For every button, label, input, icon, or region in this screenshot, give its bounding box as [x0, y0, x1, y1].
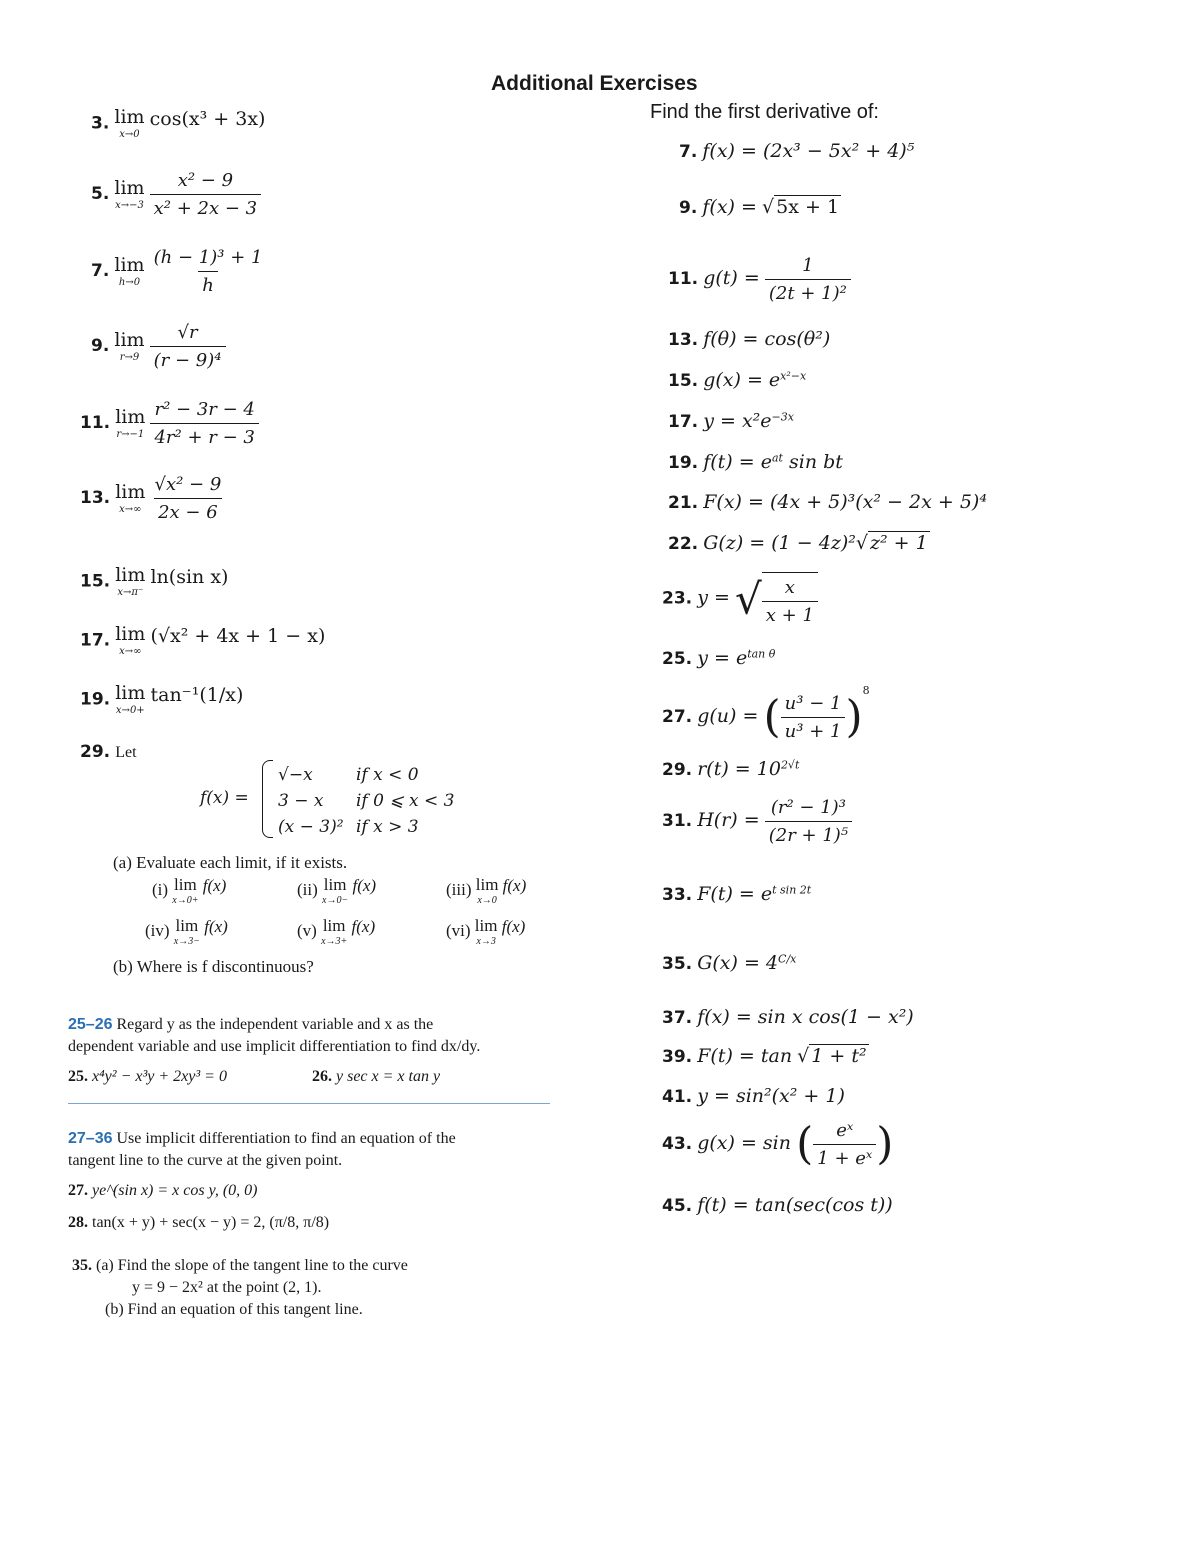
derivative-13: 13. f(θ) = cos(θ²) [668, 328, 831, 350]
derivative-19: 19. $f(t) = e^{at}$ sin bt [668, 451, 843, 473]
problem-26-implicit: 26. y sec x = x tan y [312, 1068, 441, 1085]
problem-number: 15. [80, 571, 111, 592]
limit-operator: lim x→π⁻ [115, 564, 146, 598]
problem-number: 7. [91, 261, 110, 281]
limit-fraction: $\frac{√r}{\text{(r − 9)⁴}}$ [150, 322, 226, 371]
limit-fraction: $\frac{\text{x² − 9}}{\text{x² + 2x − 3}}$ [150, 170, 261, 219]
limit-part-vi: (vi) lim x→3 f(x) [446, 916, 526, 947]
problem-number: 5. [91, 184, 110, 204]
problem-28-tangent: 28. tan(x + y) + sec(x − y) = 2, (π/8, π/8) [68, 1214, 330, 1231]
piecewise-cases [278, 762, 344, 840]
derivative-9: 9. f(x) = √ 5x + 1 [679, 196, 840, 218]
page-subtitle: Find the first derivative of: [650, 101, 879, 123]
case-expr: (x − 3)² [278, 817, 344, 837]
piecewise-conditions [356, 762, 454, 840]
problem-number: 9. [91, 336, 110, 356]
problem-left-11 [80, 399, 259, 448]
problem-text: Let [115, 744, 137, 761]
limit-operator: lim x→0+ [115, 682, 146, 716]
section-27-36 [68, 1128, 456, 1172]
case-condition: if x > 3 [356, 817, 419, 837]
limit-part-iv: (iv) lim x→3− f(x) [145, 916, 228, 947]
limit-expression: ln(sin x) [150, 566, 229, 588]
limit-operator: lim r→9 [114, 328, 145, 363]
derivative-23: 23. y = √ $\frac{x}{x + 1}$ [662, 572, 818, 626]
problem-left-13 [80, 474, 225, 523]
derivative-31: 31. H(r) = $\frac{\text{(r² − 1)³}}{\text{(2r + 1)⁵}}$ [662, 797, 852, 846]
problem-left-7 [91, 247, 266, 296]
part-b-text: (b) Where is f discontinuous? [113, 957, 314, 976]
problem-number: 3. [91, 113, 110, 134]
piecewise-lhs: f(x) = [200, 788, 249, 808]
limit-operator: lim x→∞ [115, 480, 146, 515]
problem-left-19 [80, 684, 243, 716]
limit-operator: lim x→0 [114, 106, 145, 140]
derivative-41: 41. y = sin²(x² + 1) [662, 1085, 845, 1107]
derivative-7: 7. f(x) = (2x³ − 5x² + 4)⁵ [679, 140, 915, 162]
section-divider [68, 1103, 550, 1104]
derivative-15: 15. $g(x) = e^{x^2-x}$ [668, 369, 807, 391]
limit-part-v: (v) lim x→3+ f(x) [297, 916, 376, 947]
problem-number: 11. [80, 413, 111, 433]
section-25-26 [68, 1014, 480, 1058]
section-instructions: tangent line to the curve at the given point. [68, 1152, 343, 1169]
limit-fraction: $\frac{\text{√x² − 9}}{2x - 6}$ [154, 474, 222, 523]
section-heading: 25–26 [68, 1016, 113, 1033]
limit-expression: (√x² + 4x + 1 − x) [150, 625, 326, 647]
case-expr: √−x [278, 765, 313, 785]
derivative-45: 45. f(t) = tan(sec(cos t)) [662, 1194, 893, 1216]
case-condition: if 0 ⩽ x < 3 [356, 791, 455, 811]
limit-part-i: (i) lim x→0+ f(x) [152, 875, 227, 906]
problem-left-5 [91, 170, 261, 219]
problem-35-slope: 35. (a) Find the slope of the tangent line to the curve y = 9 − 2x² at the point (2, 1). (b) Find an equation of this tangent line. [72, 1257, 408, 1318]
section-instructions: Use implicit differentiation to find an equation of the [116, 1130, 456, 1147]
derivative-17: 17. $y = x^2e^{-3x}$ [668, 410, 794, 432]
page-title: Additional Exercises [491, 72, 698, 95]
problem-left-3 [91, 108, 265, 140]
part-a-text: (a) Evaluate each limit, if it exists. [113, 853, 348, 872]
derivative-43: 43. g(x) = sin ( $\frac{\text{eˣ}}{\text{1 + eˣ}}$ ) [662, 1118, 894, 1170]
case-expr: 3 − x [278, 791, 324, 811]
derivative-21: 21. F(x) = (4x + 5)³(x² − 2x + 5)⁴ [668, 491, 987, 513]
problem-number: 13. [80, 488, 111, 508]
derivative-39: 39. F(t) = tan √ 1 + t² [662, 1045, 867, 1067]
limit-part-ii: (ii) lim x→0− f(x) [297, 875, 377, 906]
section-instructions: dependent variable and use implicit differentiation to find dx/dy. [68, 1038, 481, 1055]
limit-operator: lim x→−3 [114, 176, 145, 211]
derivative-11: 11. g(t) = $\frac{1}{\text{(2t + 1)²}}$ [668, 255, 851, 304]
problem-left-17 [80, 625, 325, 657]
limit-fraction: $\frac{\text{(h − 1)³ + 1}}{h}$ [153, 247, 263, 296]
limit-fraction: $\frac{\text{r² − 3r − 4}}{\text{4r² + r − 3}}$ [150, 399, 258, 448]
derivative-37: 37. f(x) = sin x cos(1 − x²) [662, 1006, 914, 1028]
limit-expression: cos(x³ + 3x) [149, 108, 266, 130]
derivative-22: 22. G(z) = (1 − 4z)²√ z² + 1 [668, 532, 928, 554]
problem-27-tangent: 27. ye^(sin x) = x cos y, (0, 0) [68, 1182, 258, 1199]
limit-operator: lim r→−1 [115, 405, 146, 440]
limit-operator: lim h→0 [114, 253, 145, 288]
derivative-35: 35. $G(x) = 4^{C/x}$ [662, 952, 797, 974]
limit-operator: lim x→∞ [115, 623, 146, 657]
problem-left-15 [80, 566, 228, 598]
limit-part-iii: (iii) lim x→0 f(x) [446, 875, 527, 906]
derivative-27: 27. g(u) = ( $\frac{\text{u³ − 1}}{\text{u³ + 1}}$ )$^8$ [662, 684, 870, 743]
derivative-25: 25. $y = e^{tan \theta}$ [662, 647, 776, 669]
section-heading: 27–36 [68, 1130, 113, 1147]
section-instructions: Regard y as the independent variable and x as the [116, 1016, 434, 1033]
problem-left-9 [91, 322, 226, 371]
problem-25-implicit: 25. x⁴y² − x³y + 2xy³ = 0 [68, 1068, 227, 1085]
piecewise-brace [262, 760, 273, 838]
problem-number: 17. [80, 630, 111, 651]
derivative-29: 29. $r(t) = 10^{2√t}$ [662, 758, 800, 780]
case-condition: if x < 0 [356, 765, 419, 785]
problem-number: 29. [80, 742, 111, 762]
problem-number: 19. [80, 689, 111, 710]
problem-left-29 [80, 742, 137, 762]
limit-expression: tan⁻¹(1/x) [150, 684, 244, 706]
derivative-33: 33. $F(t) = e^{t sin 2t}$ [662, 883, 812, 905]
